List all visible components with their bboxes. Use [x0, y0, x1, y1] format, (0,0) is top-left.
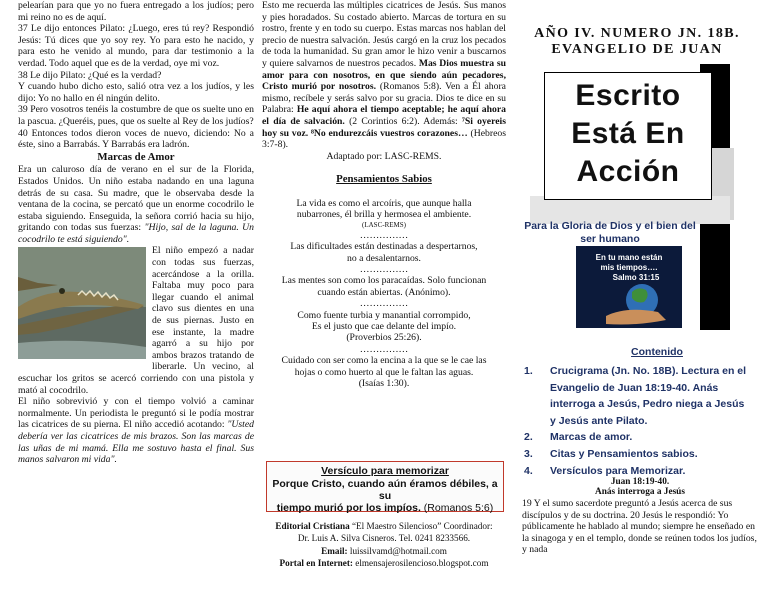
decor-bar-black [700, 220, 730, 330]
reading-section [522, 477, 758, 556]
thoughts-block: La vida es como el arcoíris, que aunque halla nubarrones, él brilla y hermosea el ambiente. (LASC-REMS) …………… Las dificultades están destinadas a despertarnos, no a desalentarnos. …………… Las mentes son como los paracaídas. Solo funcionan cuando están abiertas. (Anónimo). …………… Como fuente turbia y manantial corrompido, Es el justo que cae delante del impío. (Proverbios 25:26). …………… Cuidado con ser como la encina a la que se le cae las hojas o como huerto al que le faltan las aguas. (Isaías 1:30). [262, 198, 506, 390]
title-line-1: Escrito [575, 79, 681, 112]
bible-text-5: 39 Pero vosotros tenéis la costumbre de que os suelte uno en la pascua. ¿Queréis, pues, que os suelte al Rey de los judíos? [18, 104, 254, 127]
reflection-paragraph: Esto me recuerda las múltiples cicatrices de Jesús. Sus manos y pies horadados. Su costado abierto. Marcas de tortura en su rostro, frente y en todo su cuerpo. Estas marcas nos hablan del precio de nuestra salvación. Jesús cargó en la cruz los pecados de toda la humanidad. Su gran amor le hizo venir a buscarnos y quiere salvarnos de nuestros pecados. Mas Dios muestra su amor para con nosotros, en que siendo aún pecadores, Cristo murió por nosotros. (Romanos 5:8). Ven a Él ahora mismo, recíbele y serás salvo por su gracia. Dios te dice en su Palabra: He aquí ahora el tiempo aceptable; he aquí ahora el día de salvación. (2 Corintios 6:2). Además: ⁷Si oyereis hoy su voz. ⁸No endurezcáis vuestros corazones… (Hebreos 3:7-8). [262, 0, 506, 151]
story-paragraph-1: Era un caluroso día de verano en el sur de la Florida, Estados Unidos. Un niño estaba nadando en una laguna detrás de su casa. Su madre, que le observaba desde la ventana de la cocina, se percató que un enorme cocodrilo le estaba siguiendo. Enseguida, la señora corrió hacia su hijo, gritando con todas sus fuerzas: "Hijo, sal de la laguna. Un cocodrilo te está siguiendo". [18, 164, 254, 245]
thoughts-title: Pensamientos Sabios [336, 173, 432, 186]
image-caption-1: En tu mano están [595, 253, 663, 262]
reading-reference: Juan 18:19-40. [610, 477, 670, 487]
separator: …………… [359, 298, 409, 310]
column-right [514, 0, 760, 594]
column-left [18, 0, 254, 594]
bible-text-1: pelearían para que yo no fuera entregado a los judíos; pero mi reino no es de aquí. [18, 0, 254, 23]
bible-text-6: 40 Entonces todos dieron voces de nuevo, diciendo: No a éste, sino a Barrabás. Y Barrabás era ladrón. [18, 127, 254, 151]
toc-item: 4. Versículos para Memorizar. [524, 464, 686, 477]
image-caption-2: mis tiempos…. [600, 263, 658, 272]
portal-link[interactable]: elmensajerosilencioso.blogspot.com [355, 558, 489, 569]
tagline: Para la Gloria de Dios y el bien del ser humano [524, 220, 696, 245]
contents-title: Contenido [631, 346, 683, 358]
issue-number: AÑO IV. NUMERO JN. 18B. [534, 26, 740, 41]
separator: …………… [359, 263, 409, 275]
globe-icon [576, 246, 682, 328]
separator: …………… [359, 229, 409, 241]
issue-header [514, 26, 760, 58]
image-caption-3: Salmo 31:15 [612, 273, 660, 282]
toc-item: 3. Citas y Pensamientos sabios. [524, 447, 698, 460]
editorial-footer: Editorial Cristiana “El Maestro Silencioso” Coordinador: Dr. Luis A. Silva Cisneros. Tel. 0241 8233566. Email: luissilvamd@hotmail.com Portal en Internet: elmensajerosilencioso.blogspot.com [275, 521, 493, 569]
email-link[interactable]: luissilvamd@hotmail.com [349, 545, 447, 556]
toc-item: 1. Crucigrama (Jn. No. 18B). Lectura en el Evangelio de Juan 18:19-40. Anás interroga a Jesús, Pedro niega a Jesús y Jesús ante Pilato. [524, 365, 747, 427]
story-title: Marcas de Amor [97, 150, 175, 163]
memory-verse-line-2: tiempo murió por los impíos. (Romanos 5:6) [276, 501, 494, 514]
separator: …………… [359, 343, 409, 355]
contents-section [514, 346, 750, 479]
memory-verse-line-1: Porque Cristo, cuando aún éramos débiles, a su [272, 477, 498, 502]
gospel-name: EVANGELIO DE JUAN [551, 42, 723, 57]
title-line-2: Está En [571, 117, 685, 150]
memory-verse-title: Versículo para memorizar [321, 465, 449, 477]
toc-item: 2. Marcas de amor. [524, 431, 633, 444]
hands-globe-image [576, 246, 682, 328]
column-middle [262, 0, 506, 594]
bible-text-2: 37 Le dijo entonces Pilato: ¿Luego, eres tú rey? Respondió Jesús: Tú dices que yo soy rey. Yo para esto he nacido, y para esto he venido al mundo, para dar testimonio a la verdad. Todo aquel que es de la verdad, oye mi voz. [18, 23, 254, 69]
adapted-credit: Adaptado por: LASC-REMS. [326, 150, 442, 162]
title-box [544, 72, 712, 200]
bible-text-4: Y cuando hubo dicho esto, salió otra vez a los judíos, y les dijo: Yo no hallo en él ningún delito. [18, 81, 254, 104]
reading-body: 19 Y el sumo sacerdote preguntó a Jesús acerca de sus discípulos y de su doctrina. 20 Jesús le respondió: Yo públicamente he hablado al mundo; siempre he enseñado en la sinagoga y en el templo, donde se reúnen todos los judíos, y nada [522, 498, 757, 556]
crocodile-image [18, 247, 146, 359]
story-paragraph-2: El niño empezó a nadar con todas sus fuerzas, acercándose a la orilla. Faltaba muy poco para llegar cuando el animal clavo sus dientes en una de sus piernas. Justo en ese instante, la madre agarró a su hijo por ambos brazos tratando de liberarle. Un vecino, al escuchar los gritos se acercó corriendo con una pistola y mató al cocodrilo. [18, 245, 254, 396]
reading-subtitle: Anás interroga a Jesús [595, 487, 685, 497]
bible-text-3: 38 Le dijo Pilato: ¿Qué es la verdad? [18, 69, 162, 81]
memory-verse-box [266, 461, 504, 512]
story-paragraph-3: El niño sobrevivió y con el tiempo volvió a caminar normalmente. Un periodista le preguntó si le podía mostrar las cicatrices de su pierna. El niño accedió acotando: "Usted debería ver las cicatrices de mis brazos. Son las marcas de las uñas de mi mamá. Ella me sostuvo hasta el final. Sus manos salvaron mi vida". [18, 396, 254, 466]
title-line-3: Acción [576, 155, 680, 188]
